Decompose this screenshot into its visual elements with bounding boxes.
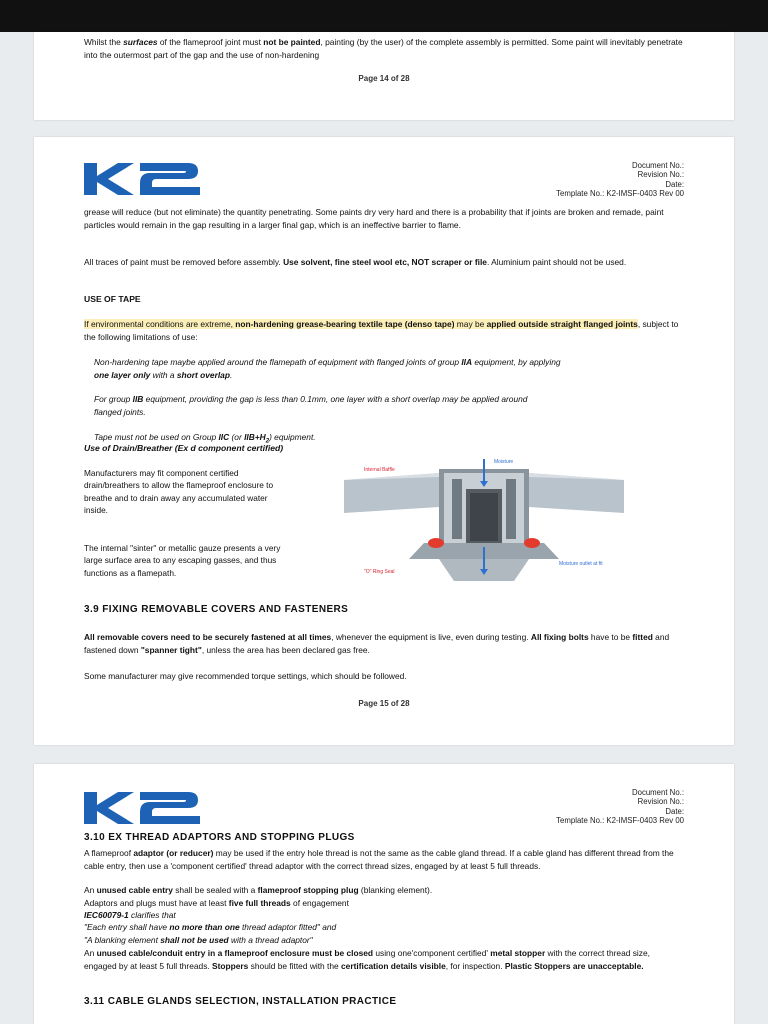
drain-paragraph: Manufacturers may fit component certified drain/breathers to allow the flameproof enclosure to breathe and to drain away any accumulated water inside.	[84, 468, 274, 516]
covers-paragraph: All removable covers need to be securely fastened at all times, whenever the equipment is live, even during testing. All fixing bolts have to be fitted and fastened down "spanner tight", unless the area has been declared gas free.	[84, 632, 670, 655]
page-number: Page 14 of 28	[358, 74, 410, 83]
date-label: Date:	[665, 806, 684, 816]
section-3-9-heading: 3.9 FIXING REMOVABLE COVERS AND FASTENERS	[84, 604, 349, 615]
diagram-label-moisture: Moisture	[494, 459, 514, 465]
quote-blanking-element: "A blanking element shall not be used with a thread adaptor"	[84, 935, 313, 945]
k2-logo	[84, 788, 204, 828]
tape-paragraph: If environmental conditions are extreme, non-hardening grease-bearing textile tape (denso tape) may be applied outside straight flanged joints, subject to the following limitations of use:	[84, 319, 679, 342]
doc-no-label: Document No.:	[631, 788, 684, 797]
quote-one-adaptor: "Each entry shall have no more than one thread adaptor fitted" and	[84, 922, 337, 932]
k2-logo	[84, 159, 204, 199]
sinter-paragraph: The internal "sinter" or metallic gauze presents a very large surface area to any escaping gasses, and thus functions as a flamepath.	[84, 543, 281, 578]
doc-no-label: Document No.:	[631, 161, 684, 170]
section-3-10-heading: 3.10 EX THREAD ADAPTORS AND STOPPING PLUGS	[84, 832, 355, 843]
iec-line: IEC60079-1 clarifies that	[84, 910, 176, 920]
section-3-11-heading: 3.11 CABLE GLANDS SELECTION, INSTALLATION PRACTICE	[84, 996, 397, 1007]
tape-rule-iic: Tape must not be used on Group IIC (or $IIB+H_2$) equipment.	[94, 432, 316, 445]
diagram-label-oring: "O" Ring Seal	[364, 569, 395, 575]
adaptor-paragraph: A flameproof adaptor (or reducer) may be used if the entry hole thread is not the same as the cable gland thread. If a cable gland has different thread from the cable entry, then use a 'component certified' thread adaptor with the correct thread sizes, engaged by at least 5 full threads.	[84, 848, 674, 871]
grease-paragraph: grease will reduce (but not eliminate) the quantity penetrating. Some paints dry very hard and there is a probability that if joints are broken and remade, paint particles would remain in the gap resulting in a larger final gap, which is an ineffective barrier to flame.	[84, 207, 664, 230]
diagram-label-baffle: Internal Baffle	[364, 467, 395, 473]
revision-label: Revision No.:	[637, 170, 684, 180]
top-bar	[0, 0, 768, 32]
date-label: Date:	[665, 179, 684, 189]
template-label: Template No.: K2-IMSF-0403 Rev 00	[556, 816, 684, 826]
paint-removal-paragraph: All traces of paint must be removed before assembly. Use solvent, fine steel wool etc, NOT scraper or file. Aluminium paint should not be used.	[84, 257, 627, 267]
torque-paragraph: Some manufacturer may give recommended torque settings, which should be followed.	[84, 671, 407, 681]
drain-breather-diagram	[344, 455, 624, 595]
revision-label: Revision No.:	[637, 797, 684, 807]
tape-rule-iib: For group IIB equipment, providing the gap is less than 0.1mm, one layer with a short overlap may be applied around flanged joints.	[94, 394, 528, 417]
page-number: Page 15 of 28	[358, 699, 410, 708]
page-15	[34, 137, 734, 745]
document-header	[556, 788, 684, 826]
threads-line: Adaptors and plugs must have at least five full threads of engagement	[84, 898, 349, 908]
drain-breather-heading: Use of Drain/Breather (Ex d component certified)	[84, 443, 284, 453]
document-header	[556, 161, 684, 199]
stopper-paragraph: An unused cable/conduit entry in a flameproof enclosure must be closed using one'component certified' metal stopper with the correct thread size, engaged by at least 5 full threads. Stoppers should be fitted with the certification details visible, for inspection. Plastic Stoppers are unacceptable.	[84, 948, 650, 971]
diagram-label-outlet: Moisture outlet at fit	[559, 561, 603, 567]
paint-paragraph: Whilst the surfaces of the flameproof joint must not be painted, painting (by the user) of the complete assembly is permitted. Some paint will inevitably penetrate into the outermost part of the gap and the use of non-hardening	[84, 37, 683, 60]
page-14	[34, 32, 734, 120]
template-label: Template No.: K2-IMSF-0403 Rev 00	[556, 189, 684, 199]
page-16	[34, 764, 734, 1024]
tape-heading: USE OF TAPE	[84, 294, 141, 304]
unused-entry-line: An unused cable entry shall be sealed with a flameproof stopping plug (blanking element).	[84, 885, 433, 895]
tape-rule-iia: Non-hardening tape maybe applied around the flamepath of equipment with flanged joints of group IIA equipment, by applying one layer only with a short overlap.	[94, 357, 561, 380]
